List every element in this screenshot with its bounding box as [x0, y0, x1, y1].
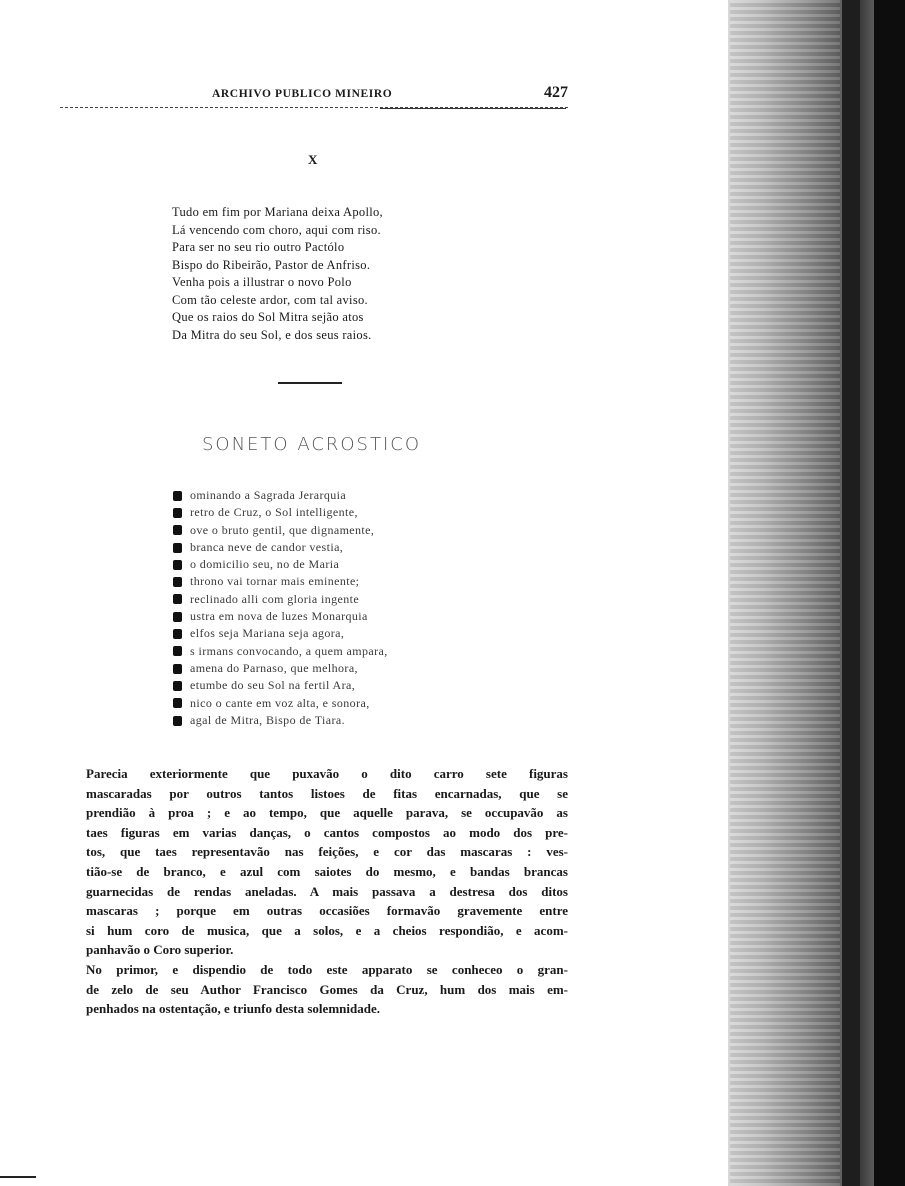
- poem-line: Com tão celeste ardor, com tal aviso.: [172, 292, 368, 307]
- prose-line: tos, que taes representavão nas feições, e cor das mascaras : ves-: [86, 844, 568, 860]
- prose-line: mascaradas por outros tantos listoes de fitas encarnadas, que se: [86, 785, 568, 801]
- binding-dark-band: [842, 0, 860, 1186]
- binding-texture: [730, 0, 840, 1186]
- prose-line: taes figuras em varias danças, o cantos compostos ao modo dos pre-: [86, 824, 568, 840]
- acrostic-initial-icon: [173, 525, 182, 535]
- sonnet-line: o domicilio seu, no de Maria: [173, 556, 388, 573]
- poem-line: Da Mitra do seu Sol, e dos seus raios.: [172, 327, 372, 342]
- poem-line: Para ser no seu rio outro Pactólo: [172, 240, 345, 254]
- sonnet-line: ominando a Sagrada Jerarquia: [173, 487, 388, 504]
- sonnet-line: branca neve de candor vestia,: [173, 539, 388, 556]
- prose-line: No primor, e dispendio de todo este apparato se conheceo o gran-: [86, 961, 568, 977]
- sonnet-line: elfos seja Mariana seja agora,: [173, 625, 388, 642]
- acrostic-initial-icon: [173, 577, 182, 587]
- acrostic-initial-icon: [173, 491, 182, 501]
- sonnet-line: throno vai tornar mais eminente;: [173, 573, 388, 590]
- prose-line: guarnecidas de rendas aneladas. A mais passava a destresa dos ditos: [86, 883, 568, 899]
- poem-line: Tudo em fim por Mariana deixa Apollo,: [172, 205, 383, 219]
- acrostic-initial-icon: [173, 698, 182, 708]
- sonnet-title: SONETO ACROSTICO: [202, 434, 422, 455]
- poem-line: Venha pois a illustrar o novo Polo: [172, 275, 352, 289]
- sonnet-line: agal de Mitra, Bispo de Tiara.: [173, 712, 388, 729]
- poem-stanza: [172, 204, 383, 344]
- prose-body: [86, 764, 568, 1019]
- acrostic-initial-icon: [173, 664, 182, 674]
- acrostic-initial-icon: [173, 612, 182, 622]
- header-rule-solid: [380, 108, 566, 109]
- sonnet-line: etumbe do seu Sol na fertil Ara,: [173, 677, 388, 694]
- acrostic-initial-icon: [173, 646, 182, 656]
- acrostic-initial-icon: [173, 681, 182, 691]
- binding-shadow: [874, 0, 905, 1186]
- sonnet-line: nico o cante em voz alta, e sonora,: [173, 695, 388, 712]
- prose-line: panhavão o Coro superior.: [86, 942, 234, 958]
- poem-line: Que os raios do Sol Mitra sejão atos: [172, 310, 364, 324]
- sonnet-line: retro de Cruz, o Sol intelligente,: [173, 504, 388, 521]
- section-numeral: X: [308, 152, 318, 167]
- paragraph: [86, 764, 568, 960]
- acrostic-initial-icon: [173, 543, 182, 553]
- sonnet-line: ustra em nova de luzes Monarquia: [173, 608, 388, 625]
- corner-mark: [0, 1176, 36, 1178]
- sonnet-line: reclinado alli com gloria ingente: [173, 591, 388, 608]
- poem-line: Bispo do Ribeirão, Pastor de Anfriso.: [172, 257, 371, 272]
- acrostic-initial-icon: [173, 508, 182, 518]
- sonnet-line: ove o bruto gentil, que dignamente,: [173, 522, 388, 539]
- section-divider: [278, 382, 342, 384]
- acrostic-initial-icon: [173, 594, 182, 604]
- paragraph: [86, 960, 568, 1019]
- prose-line: tião-se de branco, e azul com saiotes do mesmo, e bandas brancas: [86, 863, 568, 879]
- prose-line: Parecia exteriormente que puxavão o dito carro sete figuras: [86, 766, 568, 781]
- poem-line: Lá vencendo com choro, aqui com riso.: [172, 222, 381, 237]
- prose-line: prendião à proa ; e ao tempo, que aquelle parava, se occupavão as: [86, 805, 568, 821]
- acrostic-initial-icon: [173, 560, 182, 570]
- acrostic-initial-icon: [173, 629, 182, 639]
- acrostic-sonnet: [173, 487, 388, 729]
- running-title: ARCHIVO PUBLICO MINEIRO: [212, 88, 393, 100]
- page-number: 427: [544, 84, 568, 101]
- prose-line: de zelo de seu Author Francisco Gomes da Cruz, hum dos mais em-: [86, 981, 568, 997]
- prose-line: si hum coro de musica, que a solos, e a cheios respondião, e acom-: [86, 922, 568, 938]
- prose-line: penhados na ostentação, e triunfo desta solemnidade.: [86, 1001, 380, 1017]
- sonnet-line: amena do Parnaso, que melhora,: [173, 660, 388, 677]
- prose-line: mascaras ; porque em outras occasiões formavão gravemente entre: [86, 903, 568, 919]
- acrostic-initial-icon: [173, 716, 182, 726]
- sonnet-line: s irmans convocando, a quem ampara,: [173, 643, 388, 660]
